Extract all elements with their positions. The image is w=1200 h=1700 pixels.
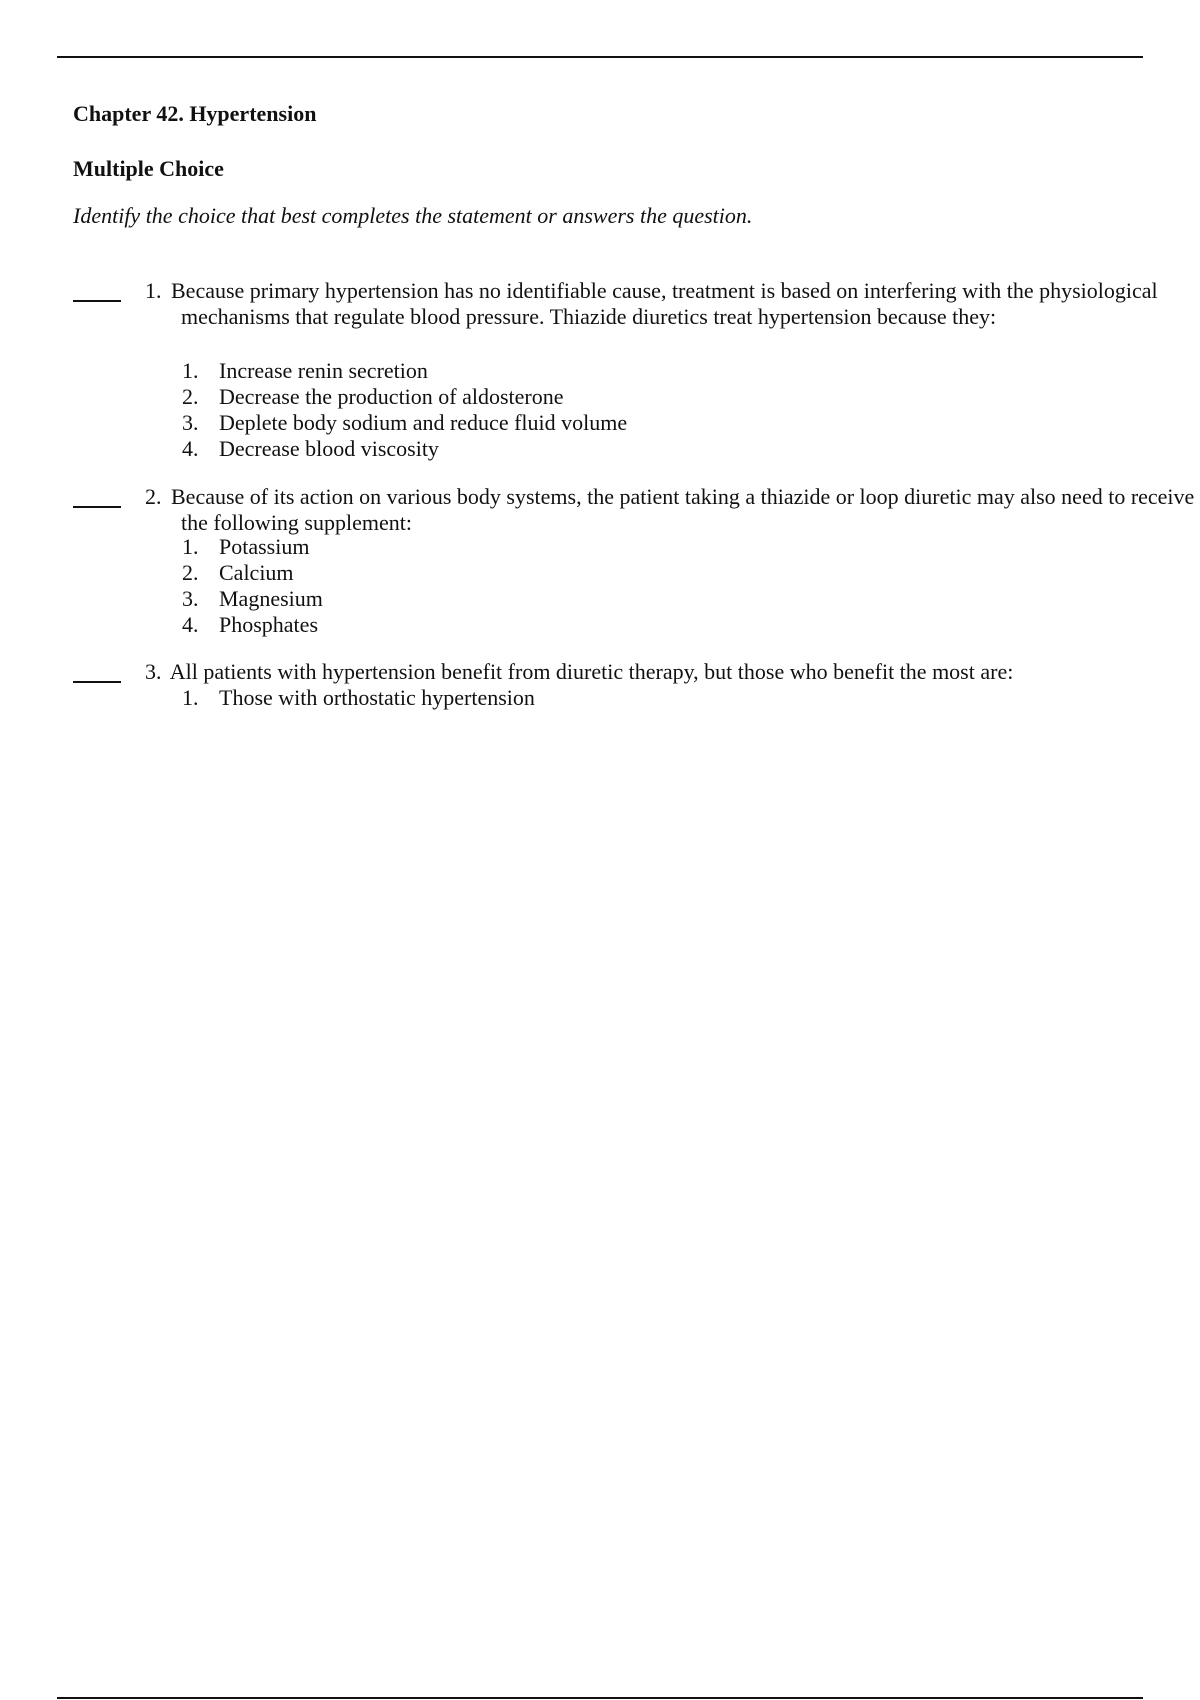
option-text: Magnesium — [219, 586, 323, 611]
answer-blank-1[interactable] — [73, 300, 121, 302]
option-item — [182, 410, 627, 436]
option-text: Those with orthostatic hypertension — [219, 685, 535, 710]
option-number: 4. — [182, 436, 199, 461]
option-text: Phosphates — [219, 612, 318, 637]
options-list-3 — [182, 685, 535, 711]
option-item — [182, 685, 535, 711]
footer-rule — [57, 1697, 1143, 1699]
option-item — [182, 358, 627, 384]
options-list-2 — [182, 534, 323, 638]
question-number: 3. — [145, 659, 162, 684]
section-title: Multiple Choice — [73, 156, 224, 181]
option-text: Increase renin secretion — [219, 358, 428, 383]
question-text: Because primary hypertension has no identifiable cause, treatment is based on interfering with the physiological mechanisms that regulate blood pressure. Thiazide diuretics treat hypertension because they: — [171, 278, 1158, 329]
option-number: 4. — [182, 612, 199, 637]
question-text: All patients with hypertension benefit from diuretic therapy, but those who benefit the most are: — [169, 659, 1014, 684]
option-text: Decrease the production of aldosterone — [219, 384, 564, 409]
options-list-1 — [182, 358, 627, 462]
option-text: Calcium — [219, 560, 294, 585]
question-number: 2. — [145, 484, 162, 509]
question-text: Because of its action on various body systems, the patient taking a thiazide or loop diuretic may also need to receive the following supplement: — [171, 484, 1195, 535]
option-text: Deplete body sodium and reduce fluid volume — [219, 410, 628, 435]
question-stem-1 — [145, 278, 1199, 330]
chapter-title: Chapter 42. Hypertension — [73, 101, 317, 126]
option-item — [182, 384, 627, 410]
option-item — [182, 534, 323, 560]
answer-blank-3[interactable] — [73, 681, 121, 683]
option-text: Potassium — [219, 534, 310, 559]
option-number: 1. — [182, 685, 199, 710]
option-number: 3. — [182, 586, 199, 611]
option-item — [182, 612, 323, 638]
option-item — [182, 560, 323, 586]
option-item — [182, 436, 627, 462]
header-rule — [57, 56, 1143, 58]
option-number: 2. — [182, 560, 199, 585]
option-number: 3. — [182, 410, 199, 435]
option-number: 1. — [182, 358, 199, 383]
instructions: Identify the choice that best completes the statement or answers the question. — [73, 203, 753, 228]
option-text: Decrease blood viscosity — [219, 436, 439, 461]
question-stem-2 — [145, 484, 1199, 536]
question-number: 1. — [145, 278, 162, 303]
question-stem-3 — [145, 659, 1199, 685]
option-number: 2. — [182, 384, 199, 409]
option-item — [182, 586, 323, 612]
option-number: 1. — [182, 534, 199, 559]
answer-blank-2[interactable] — [73, 506, 121, 508]
